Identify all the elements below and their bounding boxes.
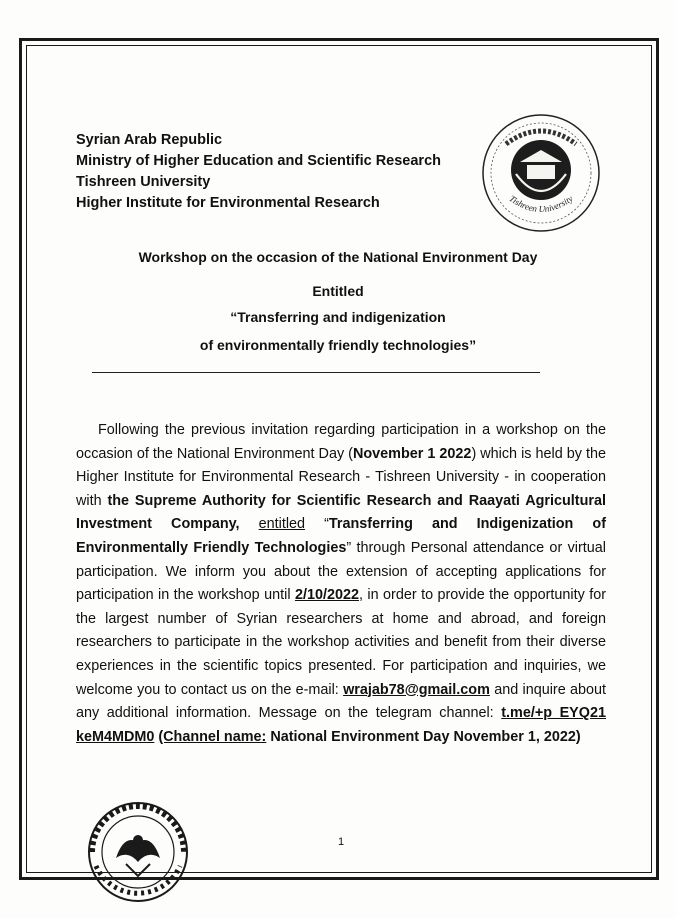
body-text-3: ” through Personal attendance or virtual participation. We inform you about the extension of accepting applications for participation in the workshop until	[76, 539, 606, 604]
telegram-link[interactable]: t.me/+p EYQ21 keM4MDM0	[76, 705, 606, 745]
page-number: 1	[338, 836, 345, 848]
workshop-title-line1: “Transferring and indigenization	[230, 309, 446, 325]
workshop-entitled: Entitled	[312, 283, 364, 299]
entitled-word: entitled	[258, 516, 306, 533]
body-text-5: and inquire about any additional information. Message on the telegram channel:	[76, 681, 606, 722]
seal-arc-text: Tishreen University	[507, 193, 575, 215]
body-text-4: , in order to provide the opportunity for the largest number of Syrian researchers at home and abroad, and foreign researchers to participate in the workshop activities and benefit from their diverse experiences in the scientific topics presented. For participation and inquiries, we welcome you to contact us on the e-mail:	[76, 587, 606, 698]
header-institute: Higher Institute for Environmental Research	[76, 195, 380, 211]
letterhead	[76, 130, 441, 214]
channel-name: National Environment Day November 1, 2022)	[266, 728, 581, 745]
body-text-1: Following the previous invitation regarding participation in a workshop on the occasion of the National Environment Day (	[76, 422, 606, 462]
divider-rule	[92, 372, 540, 373]
partner-organizations: the Supreme Authority for Scientific Research and Raayati Agricultural Investment Company,	[76, 492, 606, 533]
event-date: November 1 2022	[352, 445, 472, 462]
email-link[interactable]: wrajab78@gmail.com	[343, 681, 490, 698]
channel-label: (Channel name:	[158, 728, 267, 745]
header-ministry: Ministry of Higher Education and Scientific Research	[76, 153, 441, 169]
workshop-title-line2: of environmentally friendly technologies”	[199, 337, 477, 353]
workshop-title-inline: Transferring and Indigenization of Environmentally Friendly Technologies	[76, 516, 606, 556]
official-stamp-icon	[86, 800, 190, 904]
deadline-date: 2/10/2022	[294, 587, 359, 604]
letter-body: Following the previous invitation regarding participation in a workshop on the occasion of the National Environment Day (November 1 2022) which is held by the Higher Institute for Environmental Research - Tishreen University - in cooperation with the Supreme Authority for Scientific Research and Raayati Agricultural Investment Company, entitled “Transferring and Indigenization of Environmentally Friendly Technologies” through Personal attendance or virtual participation. We inform you about the extension of accepting applications for participation in the workshop until 2/10/2022, in order to provide the opportunity for the largest number of Syrian researchers at home and abroad, and foreign researchers to participate in the workshop activities and benefit from their diverse experiences in the scientific topics presented. For participation and inquiries, we welcome you to contact us on the e-mail: wrajab78@gmail.com and inquire about any additional information. Message on the telegram channel: t.me/+p EYQ21 keM4MDM0 (Channel name: National Environment Day November 1, 2022)	[76, 422, 606, 745]
header-country: Syrian Arab Republic	[76, 132, 223, 148]
header-university: Tishreen University	[76, 174, 211, 190]
workshop-heading: Workshop on the occasion of the National Environment Day	[138, 249, 538, 265]
university-seal-icon	[480, 112, 602, 234]
body-text-2: ) which is held by the Higher Institute for Environmental Research - Tishreen University - in cooperation with	[76, 445, 606, 509]
